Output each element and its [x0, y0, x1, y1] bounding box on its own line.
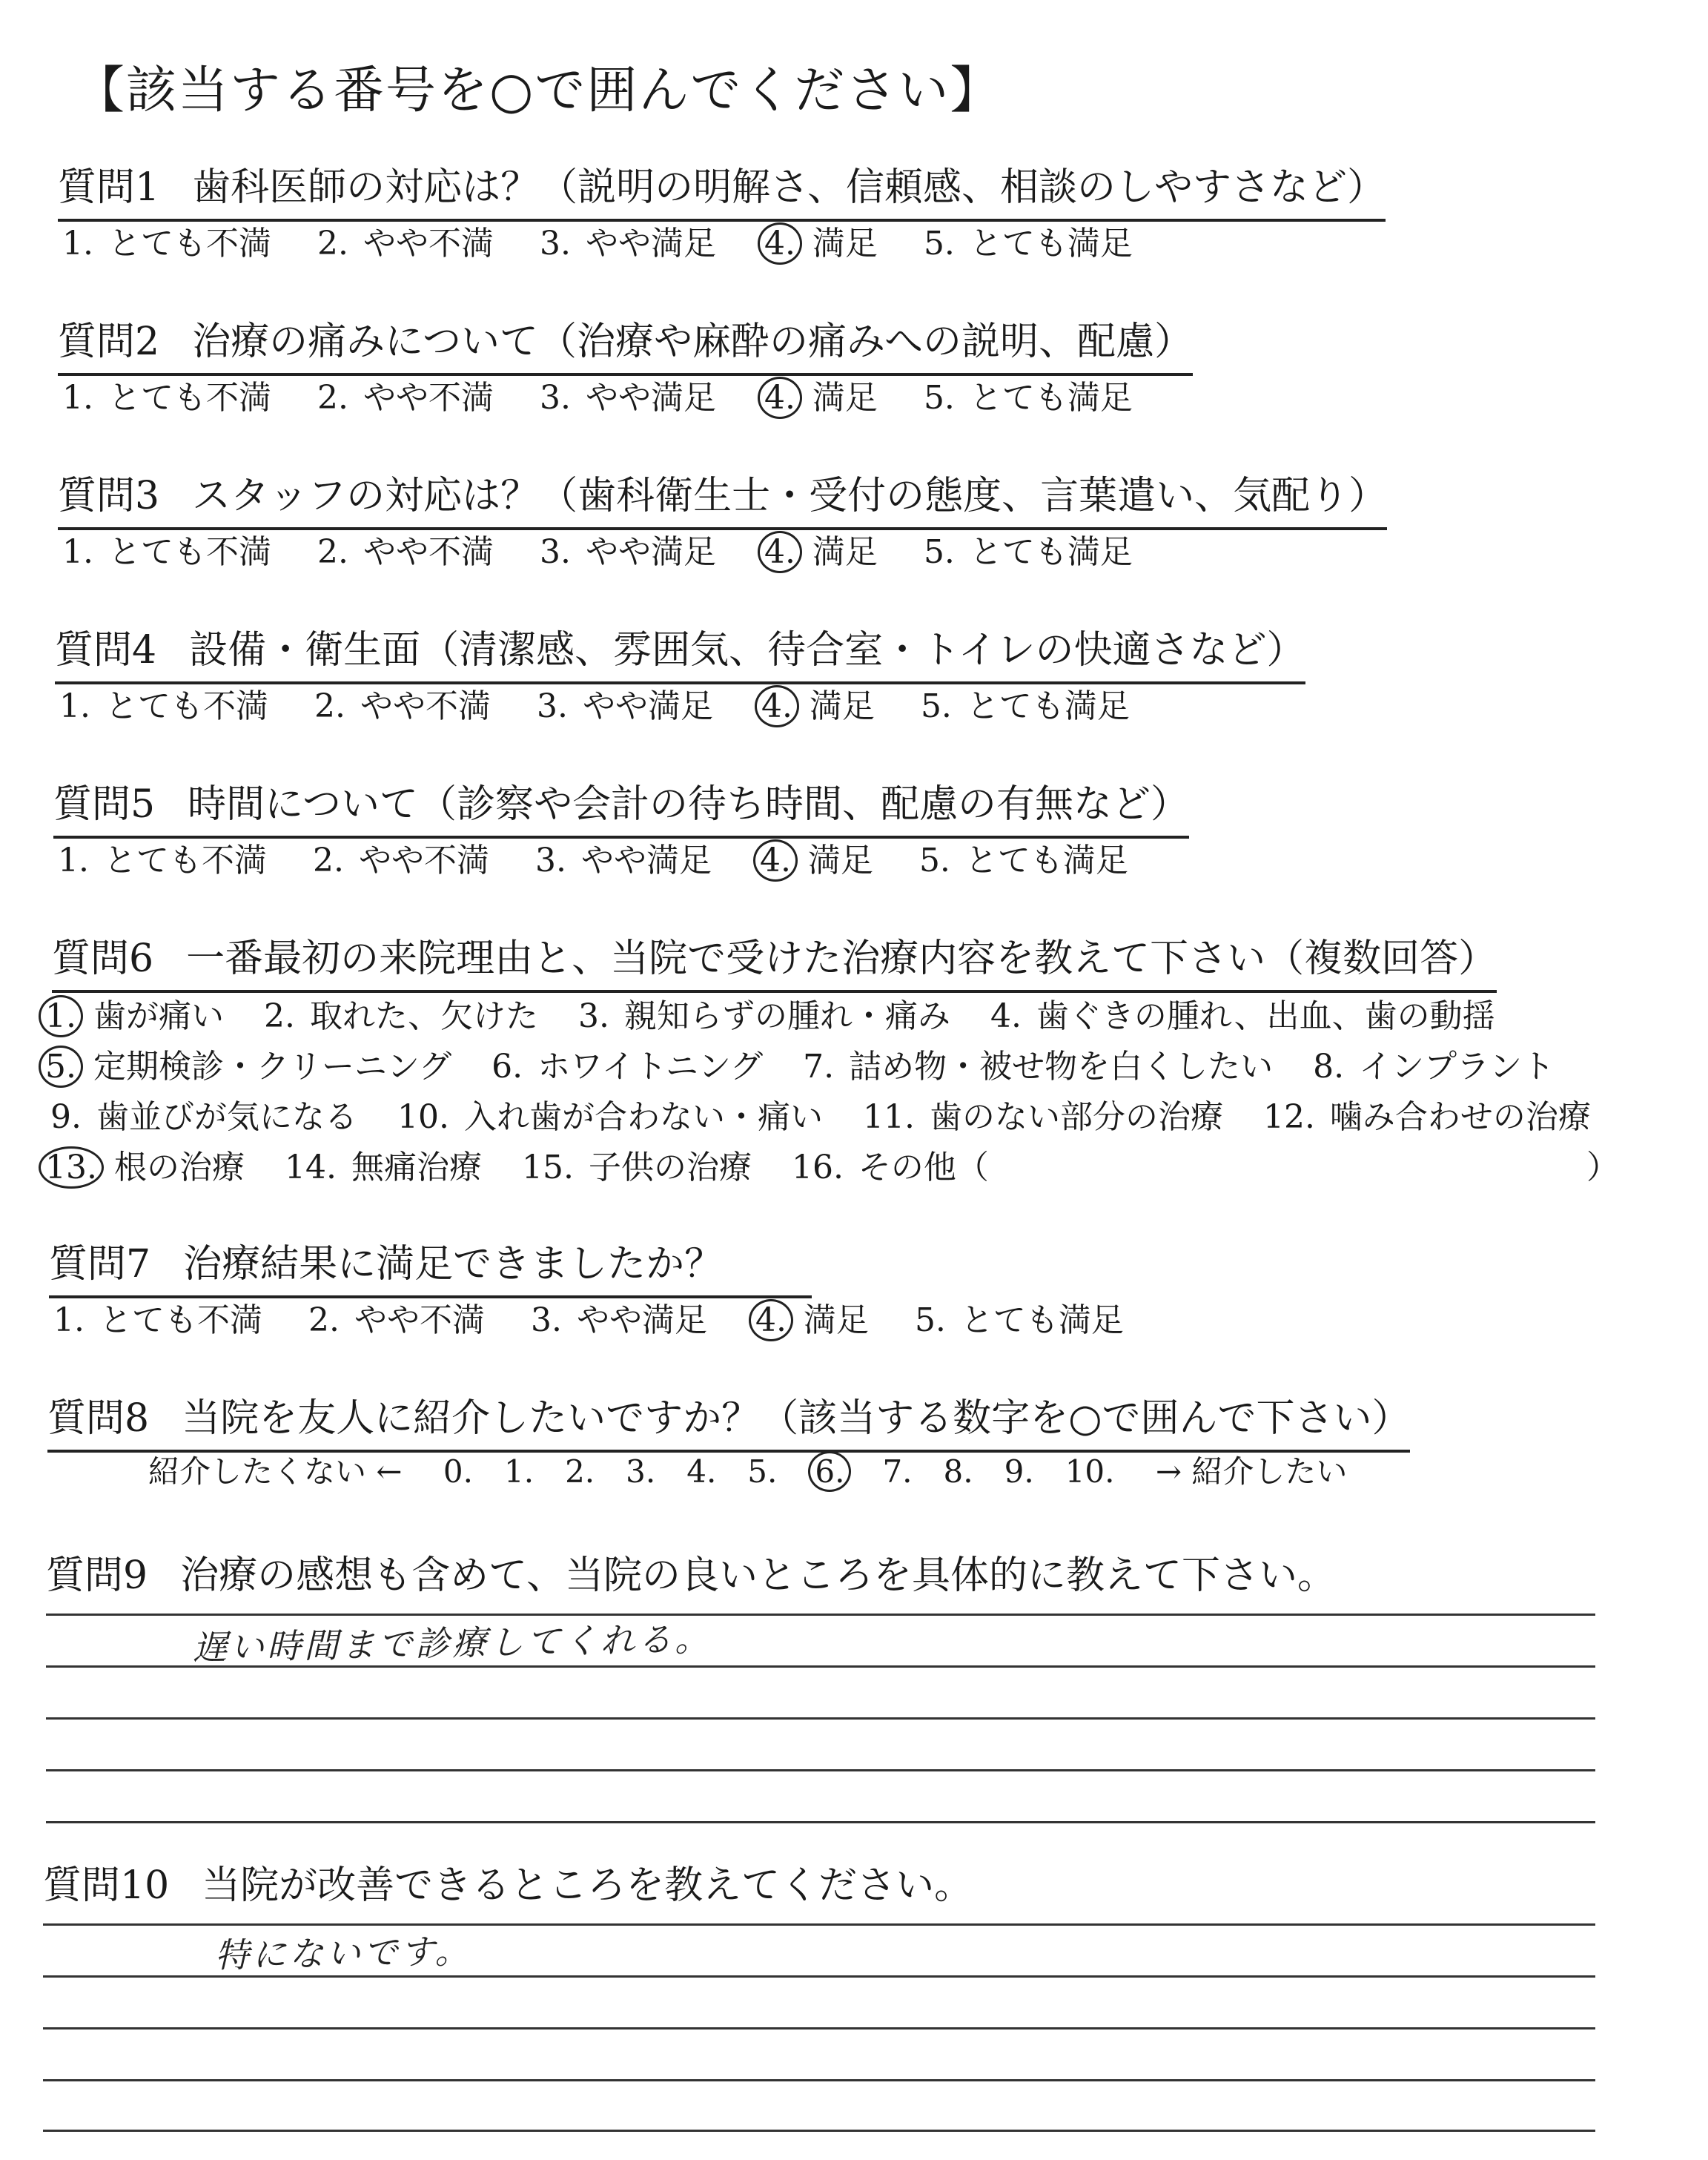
q2-option-4-label: 満足 — [801, 379, 878, 417]
q4-option-2-label: やや不満 — [349, 687, 491, 725]
q2-option-1-number: 1. — [62, 379, 93, 417]
q5-option-2[interactable] — [308, 833, 489, 881]
q3-option-3-label: やや満足 — [575, 533, 716, 571]
question-6-number: 質問6 — [52, 937, 154, 981]
q4-option-4[interactable] — [755, 679, 875, 727]
q6-option-number: 16. — [791, 1149, 844, 1186]
q6-option-number: 1. — [39, 995, 83, 1037]
q6-option-label: ホワイトニング — [527, 1048, 764, 1086]
q10-answer-line-4 — [43, 2079, 1595, 2081]
q6-option-label: 子供の治療 — [577, 1149, 752, 1186]
q1-option-4-number: 4. — [758, 222, 802, 265]
q6-option-number: 3. — [577, 997, 609, 1035]
scale-value[interactable]: 3. — [626, 1453, 656, 1490]
scale-left-label: 紹介したくない ← — [148, 1453, 403, 1490]
question-8-number: 質問8 — [47, 1396, 150, 1441]
q7-option-1-number: 1. — [53, 1301, 85, 1339]
q2-option-1-label: とても不満 — [97, 379, 271, 417]
question-7-options — [49, 1293, 1165, 1341]
q3-option-1-label: とても不満 — [97, 533, 271, 571]
q3-option-4[interactable] — [758, 525, 878, 573]
scale-values — [443, 1453, 1146, 1490]
q6-option-2[interactable] — [259, 989, 538, 1037]
q5-option-5[interactable] — [915, 833, 1128, 881]
q4-option-2[interactable] — [310, 679, 491, 727]
question-10-heading — [43, 1854, 973, 1917]
q4-option-5-number: 5. — [920, 687, 952, 725]
q9-answer-line-2 — [46, 1665, 1595, 1668]
q3-option-4-number: 4. — [758, 531, 802, 573]
q6-option-6[interactable] — [487, 1040, 763, 1087]
q7-option-5-label: とても満足 — [950, 1301, 1124, 1339]
question-9-heading — [46, 1544, 1336, 1607]
q7-option-1[interactable] — [49, 1293, 262, 1341]
q5-option-1-label: とても不満 — [93, 842, 267, 879]
page-title: 【該当する番号を○で囲んでください】 — [74, 62, 1002, 120]
q2-option-3-label: やや満足 — [575, 379, 716, 417]
q6-option-4[interactable] — [986, 989, 1495, 1037]
q5-option-4-number: 4. — [753, 839, 798, 882]
q3-option-5[interactable] — [919, 525, 1133, 572]
q6-option-5[interactable] — [39, 1040, 451, 1088]
scale-value[interactable]: 4. — [686, 1453, 717, 1490]
q7-option-1-label: とても不満 — [88, 1301, 262, 1339]
q2-option-3[interactable] — [535, 371, 716, 418]
q6-option-number: 5. — [39, 1046, 83, 1088]
q6-option-7[interactable] — [798, 1040, 1273, 1087]
question-4-options — [55, 679, 1171, 727]
q6-option-number: 9. — [50, 1098, 82, 1136]
q9-answer-line-1 — [46, 1614, 1595, 1616]
q6-option-label: インプラント — [1348, 1048, 1555, 1086]
question-3-text: スタッフの対応は？（歯科衛生士・受付の態度、言葉遣い、気配り） — [192, 474, 1388, 518]
q6-option-label: 無痛治療 — [340, 1149, 482, 1186]
question-9-handwritten-answer: 遅い時間まで診療してくれる。 — [192, 1618, 712, 1668]
q7-option-3-number: 3. — [530, 1301, 562, 1339]
q6-option-number: 11. — [862, 1098, 915, 1136]
q1-option-4[interactable] — [758, 217, 878, 265]
q6-option-number: 10. — [397, 1098, 449, 1136]
question-7-text: 治療結果に満足できましたか？ — [183, 1242, 724, 1287]
scale-value[interactable]: 0. — [443, 1453, 473, 1490]
q6-option-8[interactable] — [1308, 1040, 1555, 1087]
q4-option-3-label: やや満足 — [572, 687, 713, 725]
q6-option-label: 歯ぐきの腫れ、出血、歯の動揺 — [1025, 997, 1495, 1035]
q1-option-2-number: 2. — [317, 225, 348, 262]
scale-value[interactable]: 10. — [1065, 1453, 1115, 1490]
q7-option-4[interactable] — [749, 1293, 869, 1341]
question-3-number: 質問3 — [58, 474, 160, 518]
q10-answer-line-5 — [43, 2130, 1595, 2132]
question-4-heading — [55, 618, 1305, 684]
q6-option-label: 入れ歯が合わない・痛い — [453, 1098, 823, 1136]
q2-option-3-number: 3. — [539, 379, 571, 417]
q6-option-number: 4. — [990, 997, 1022, 1035]
q4-option-4-label: 満足 — [798, 687, 875, 725]
question-9-text: 治療の感想も含めて、当院の良いところを具体的に教えて下さい。 — [180, 1553, 1337, 1598]
scale-value[interactable]: 6. — [808, 1451, 851, 1492]
question-1-heading — [58, 156, 1386, 222]
q6-option-number: 14. — [284, 1149, 337, 1186]
scale-value[interactable]: 8. — [943, 1453, 973, 1490]
q2-option-5-label: とても満足 — [959, 379, 1133, 417]
q3-option-3-number: 3. — [539, 533, 571, 571]
q5-option-3-label: やや満足 — [570, 842, 712, 879]
q10-answer-line-2 — [43, 1975, 1595, 1978]
question-8-scale — [148, 1447, 1378, 1492]
q2-option-2[interactable] — [313, 371, 494, 418]
q6-option-15[interactable] — [517, 1140, 752, 1188]
q7-option-3[interactable] — [526, 1293, 707, 1341]
q2-option-5[interactable] — [919, 371, 1133, 418]
q5-option-4-label: 満足 — [797, 842, 873, 879]
q1-option-2[interactable] — [313, 217, 494, 264]
q6-option-16[interactable] — [787, 1140, 989, 1188]
q6-option-number: 6. — [491, 1048, 523, 1086]
q5-option-2-number: 2. — [312, 842, 344, 879]
q1-option-3[interactable] — [535, 217, 716, 264]
question-3-options — [58, 525, 1174, 573]
q5-option-5-number: 5. — [918, 842, 950, 879]
q2-option-5-number: 5. — [923, 379, 955, 417]
q1-option-2-label: やや不満 — [352, 225, 494, 262]
question-10-number: 質問10 — [43, 1863, 170, 1908]
scale-value[interactable]: 1. — [503, 1453, 534, 1490]
q6-option-1[interactable] — [39, 989, 224, 1037]
q6-option-label: 取れた、欠けた — [299, 997, 538, 1035]
q3-option-2-number: 2. — [317, 533, 348, 571]
q6-option-label: 歯が痛い — [82, 997, 224, 1035]
q6-option-number: 15. — [521, 1149, 574, 1186]
question-5-options — [53, 833, 1170, 882]
q9-answer-line-4 — [46, 1769, 1595, 1771]
q6-option-14[interactable] — [280, 1140, 482, 1188]
question-9-number: 質問9 — [46, 1553, 148, 1598]
q6-option-9[interactable] — [46, 1090, 357, 1137]
q7-option-4-number: 4. — [749, 1299, 793, 1341]
q3-option-4-label: 満足 — [801, 533, 878, 571]
question-7-number: 質問7 — [49, 1242, 151, 1287]
q3-option-2-label: やや不満 — [352, 533, 494, 571]
question-8-heading — [47, 1387, 1410, 1453]
question-1-number: 質問1 — [58, 165, 160, 210]
q7-option-2-number: 2. — [308, 1301, 340, 1339]
q1-option-5-number: 5. — [923, 225, 955, 262]
q3-option-5-number: 5. — [923, 533, 955, 571]
q4-option-3-number: 3. — [536, 687, 568, 725]
question-6-text: 一番最初の来院理由と、当院で受けた治療内容を教えて下さい（複数回答） — [186, 937, 1497, 981]
q6-option-11[interactable] — [858, 1090, 1223, 1137]
q2-option-2-number: 2. — [317, 379, 348, 417]
q2-option-4[interactable] — [758, 371, 878, 419]
q5-option-1[interactable] — [53, 833, 267, 881]
question-10-text: 当院が改善できるところを教えてください。 — [202, 1863, 973, 1908]
q5-option-3[interactable] — [531, 833, 712, 881]
scale-right-label: → 紹介したい — [1155, 1453, 1348, 1490]
q6-option-number: 13. — [39, 1146, 104, 1189]
q6-option-label: 詰め物・被せ物を白くしたい — [838, 1048, 1274, 1086]
q7-option-2[interactable] — [304, 1293, 485, 1341]
scale-value[interactable]: 9. — [1004, 1453, 1034, 1490]
q6-option-12[interactable] — [1259, 1090, 1591, 1137]
q7-option-5[interactable] — [910, 1293, 1124, 1341]
q1-option-1[interactable] — [58, 217, 271, 264]
question-5-text: 時間について（診察や会計の待ち時間、配慮の有無など） — [188, 782, 1190, 827]
question-8-text: 当院を友人に紹介したいですか？（該当する数字を○で囲んで下さい） — [182, 1396, 1411, 1441]
q6-option-number: 8. — [1313, 1048, 1345, 1086]
q7-option-3-label: やや満足 — [566, 1301, 707, 1339]
question-1-text: 歯科医師の対応は？（説明の明解さ、信頼感、相談のしやすさなど） — [192, 165, 1386, 210]
q5-option-5-label: とても満足 — [954, 842, 1128, 879]
q2-option-1[interactable] — [58, 371, 271, 418]
q6-option-number: 7. — [803, 1048, 835, 1086]
q6-option-label: 歯のない部分の治療 — [918, 1098, 1223, 1136]
q6-option-label: 噛み合わせの治療 — [1319, 1098, 1591, 1136]
q1-option-3-label: やや満足 — [575, 225, 716, 262]
q2-option-2-label: やや不満 — [352, 379, 494, 417]
question-10-handwritten-answer: 特にないです。 — [214, 1930, 472, 1976]
q1-option-5-label: とても満足 — [959, 225, 1133, 262]
q1-option-5[interactable] — [919, 217, 1133, 264]
q5-option-1-number: 1. — [58, 842, 89, 879]
q6-option-label: 親知らずの腫れ・痛み — [613, 997, 950, 1035]
q6-option-10[interactable] — [393, 1090, 823, 1137]
q6-option-number: 12. — [1262, 1098, 1315, 1136]
question-3-heading — [58, 464, 1387, 530]
scale-value[interactable]: 7. — [882, 1453, 913, 1490]
question-4-number: 質問4 — [55, 628, 157, 673]
question-6-other-close: ） — [1586, 1149, 1619, 1186]
scale-value[interactable]: 5. — [747, 1453, 778, 1490]
question-6-row-3 — [46, 1090, 1626, 1137]
q3-option-3[interactable] — [535, 525, 716, 572]
q6-option-3[interactable] — [574, 989, 950, 1037]
scale-value[interactable]: 2. — [565, 1453, 595, 1490]
q6-option-label: 定期検診・クリーニング — [82, 1048, 452, 1086]
q3-option-2[interactable] — [313, 525, 494, 572]
q10-answer-line-1 — [43, 1923, 1595, 1926]
q6-option-label: 歯並びが気になる — [85, 1098, 357, 1136]
q5-option-2-label: やや不満 — [348, 842, 489, 879]
q4-option-1-number: 1. — [59, 687, 90, 725]
question-6-row-2 — [39, 1040, 1590, 1088]
q4-option-3[interactable] — [532, 679, 713, 727]
q9-answer-line-5 — [46, 1821, 1595, 1823]
q4-option-1-label: とても不満 — [94, 687, 268, 725]
q3-option-1[interactable] — [58, 525, 271, 572]
q7-option-2-label: やや不満 — [343, 1301, 485, 1339]
q6-option-number: 2. — [263, 997, 295, 1035]
q6-option-label: その他（ — [847, 1149, 989, 1186]
q4-option-1[interactable] — [55, 679, 268, 727]
q6-option-13[interactable] — [39, 1140, 245, 1189]
question-7-heading — [49, 1232, 812, 1298]
q4-option-2-number: 2. — [314, 687, 345, 725]
q1-option-3-number: 3. — [539, 225, 571, 262]
question-5-number: 質問5 — [53, 782, 156, 827]
q4-option-5[interactable] — [916, 679, 1130, 727]
question-1-options — [58, 217, 1174, 265]
q1-option-1-number: 1. — [62, 225, 93, 262]
q4-option-5-label: とても満足 — [956, 687, 1130, 725]
question-6-row-1 — [39, 989, 1531, 1037]
question-2-number: 質問2 — [58, 320, 160, 364]
q10-answer-line-3 — [43, 2027, 1595, 2029]
q6-option-label: 根の治療 — [103, 1149, 245, 1186]
q9-answer-line-3 — [46, 1717, 1595, 1720]
q1-option-1-label: とても不満 — [97, 225, 271, 262]
question-4-text: 設備・衛生面（清潔感、雰囲気、待合室・トイレの快適さなど） — [189, 628, 1305, 673]
q5-option-4[interactable] — [753, 833, 873, 882]
question-2-options — [58, 371, 1174, 419]
q7-option-5-number: 5. — [914, 1301, 946, 1339]
q7-option-4-label: 満足 — [792, 1301, 869, 1339]
q5-option-3-number: 3. — [534, 842, 566, 879]
question-2-heading — [58, 310, 1193, 376]
question-6-heading — [52, 927, 1497, 993]
question-5-heading — [53, 773, 1189, 839]
q2-option-4-number: 4. — [758, 377, 802, 419]
q3-option-5-label: とても満足 — [959, 533, 1133, 571]
question-2-text: 治療の痛みについて（治療や麻酔の痛みへの説明、配慮） — [192, 320, 1194, 364]
q1-option-4-label: 満足 — [801, 225, 878, 262]
q3-option-1-number: 1. — [62, 533, 93, 571]
q4-option-4-number: 4. — [755, 685, 799, 727]
question-6-row-4 — [39, 1140, 1025, 1189]
